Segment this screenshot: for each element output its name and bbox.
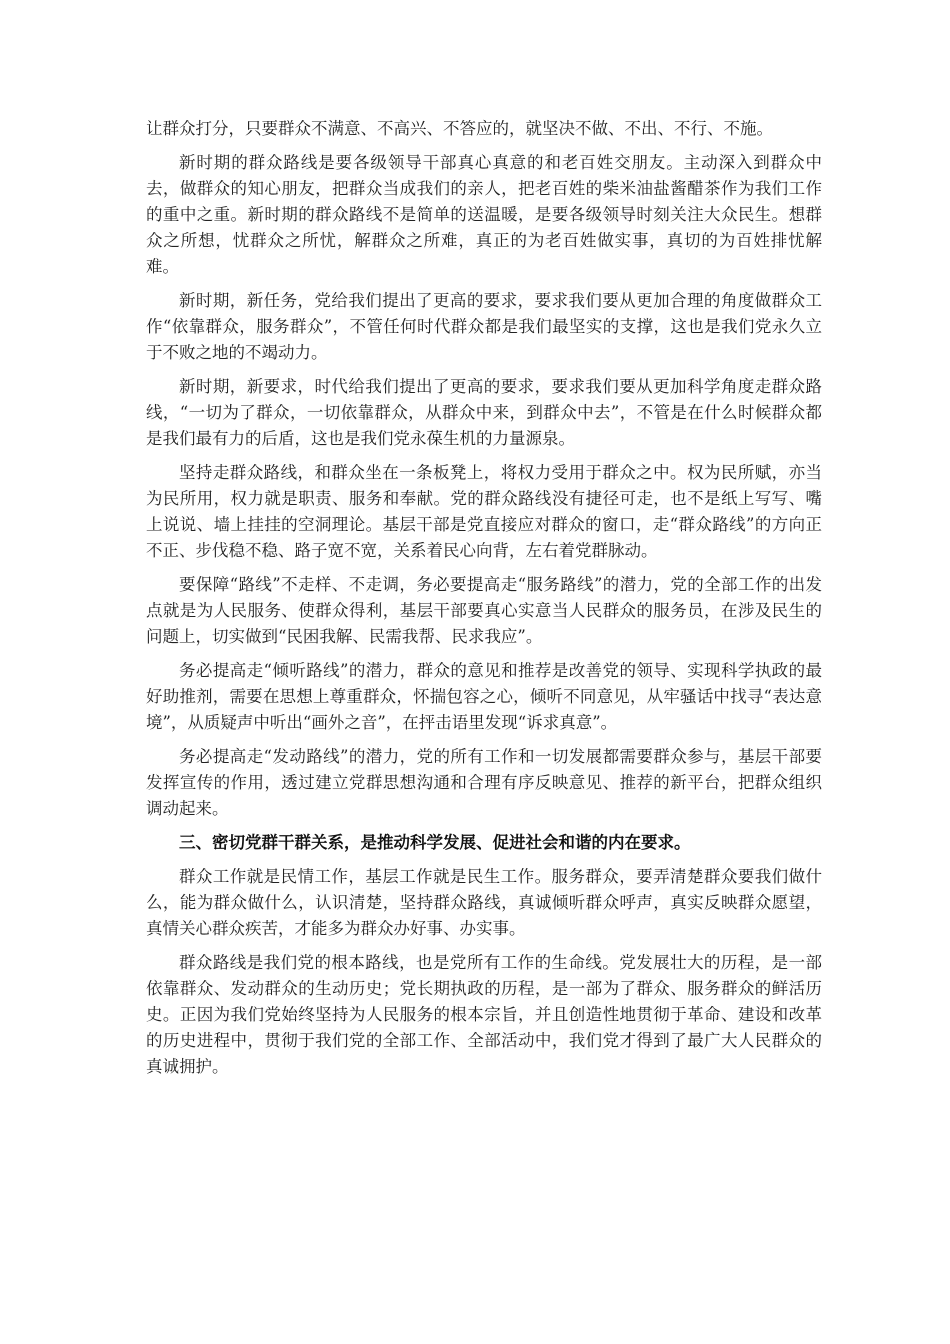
paragraph: 新时期，新要求，时代给我们提出了更高的要求，要求我们要从更加科学角度走群众路线，“一切为了群众，一切依靠群众，从群众中来，到群众中去”，不管是在什么时候群众都是我们最有力的后盾，这也是我们党永葆生机的力量源泉。 bbox=[146, 377, 822, 448]
paragraph: 让群众打分，只要群众不满意、不高兴、不答应的，就坚决不做、不出、不行、不施。 bbox=[146, 119, 773, 138]
paragraph: 坚持走群众路线，和群众坐在一条板凳上，将权力受用于群众之中。权为民所赋，亦当为民所用，权力就是职责、服务和奉献。党的群众路线没有捷径可走，也不是纸上写写、嘴上说说、墙上挂挂的空洞理论。基层干部是党直接应对群众的窗口，走“群众路线”的方向正不正、步伐稳不稳、路子宽不宽，关系着民心向背，左右着党群脉动。 bbox=[146, 463, 822, 560]
paragraph: 群众工作就是民情工作，基层工作就是民生工作。服务群众，要弄清楚群众要我们做什么，能为群众做什么，认识清楚，坚持群众路线，真诚倾听群众呼声，真实反映群众愿望，真情关心群众疾苦，才能多为群众办好事、办实事。 bbox=[146, 867, 822, 938]
paragraph: 群众路线是我们党的根本路线，也是党所有工作的生命线。党发展壮大的历程，是一部依靠群众、发动群众的生动历史；党长期执政的历程，是一部为了群众、服务群众的鲜活历史。正因为我们党始终坚持为人民服务的根本宗旨，并且创造性地贯彻于革命、建设和改革的历史进程中，贯彻于我们党的全部工作、全部活动中，我们党才得到了最广大人民群众的真诚拥护。 bbox=[146, 953, 822, 1076]
paragraph: 新时期的群众路线是要各级领导干部真心真意的和老百姓交朋友。主动深入到群众中去，做群众的知心朋友，把群众当成我们的亲人，把老百姓的柴米油盐酱醋茶作为我们工作的重中之重。新时期的群众路线不是简单的送温暖，是要各级领导时刻关注大众民生。想群众之所想，忧群众之所忧，解群众之所难，真正的为老百姓做实事，真切的为百姓排忧解难。 bbox=[146, 153, 822, 276]
section-heading: 三、密切党群干群关系，是推动科学发展、促进社会和谐的内在要求。 bbox=[179, 833, 691, 852]
paragraph: 务必提高走“倾听路线”的潜力，群众的意见和推荐是改善党的领导、实现科学执政的最好助推剂，需要在思想上尊重群众，怀揣包容之心，倾听不同意见，从牢骚话中找寻“表达意境”，从质疑声中听出“画外之音”，在抨击语里发现“诉求真意”。 bbox=[146, 661, 822, 732]
document-page bbox=[146, 116, 822, 1088]
paragraph: 务必提高走“发动路线”的潜力，党的所有工作和一切发展都需要群众参与，基层干部要发挥宣传的作用，透过建立党群思想沟通和合理有序反映意见、推荐的新平台，把群众组织调动起来。 bbox=[146, 747, 822, 818]
paragraph: 要保障“路线”不走样、不走调，务必要提高走“服务路线”的潜力，党的全部工作的出发点就是为人民服务、使群众得利，基层干部要真心实意当人民群众的服务员，在涉及民生的问题上，切实做到“民困我解、民需我帮、民求我应”。 bbox=[146, 575, 822, 646]
paragraph: 新时期，新任务，党给我们提出了更高的要求，要求我们要从更加合理的角度做群众工作“依靠群众，服务群众”，不管任何时代群众都是我们最坚实的支撑，这也是我们党永久立于不败之地的不竭动力。 bbox=[146, 291, 822, 362]
